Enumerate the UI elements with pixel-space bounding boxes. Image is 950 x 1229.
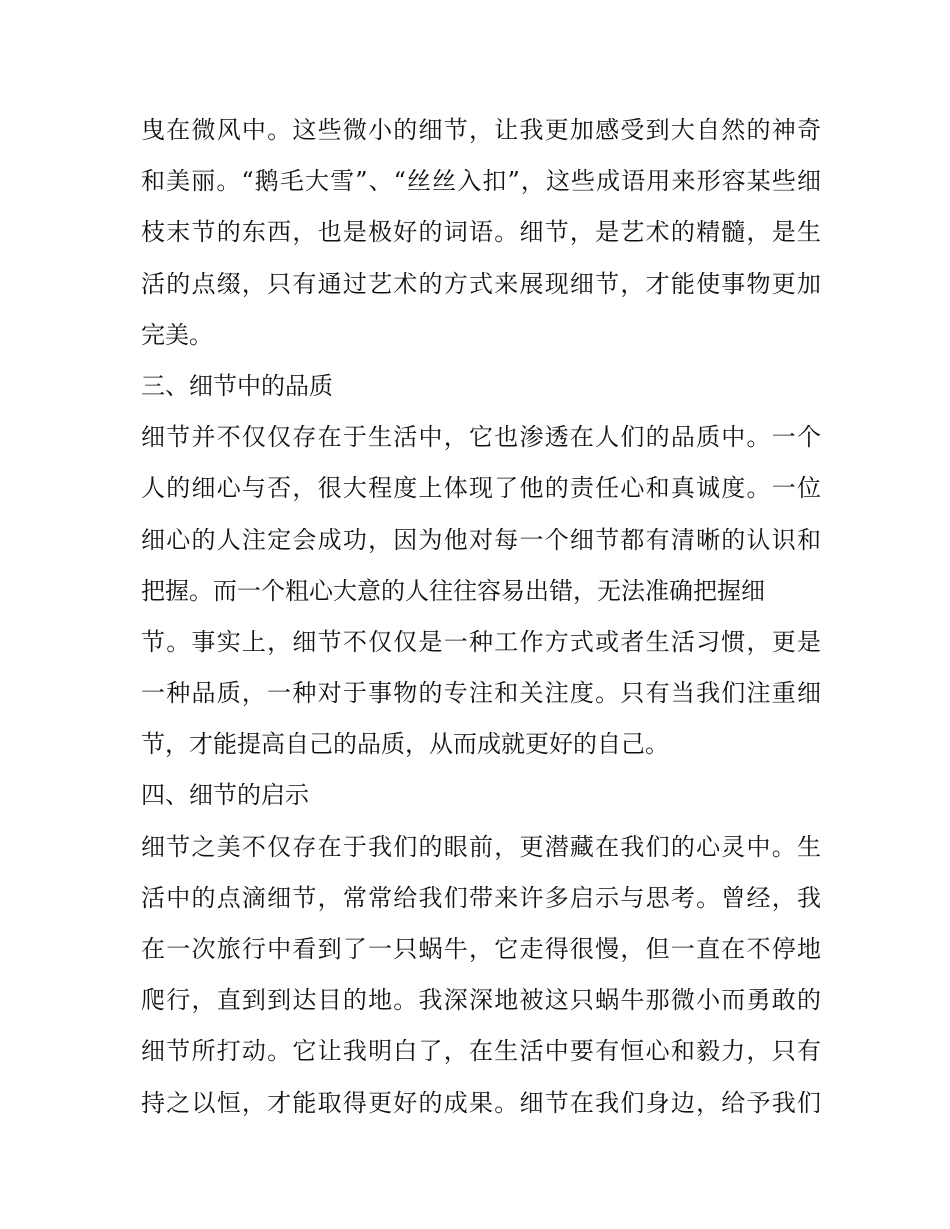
text-line: 节。事实上，细节不仅仅是一种工作方式或者生活习惯，更是 bbox=[141, 627, 821, 656]
section-heading: 四、细节的启示 bbox=[141, 781, 309, 810]
text-line: 把握。而一个粗心大意的人往往容易出错，无法准确把握细 bbox=[141, 576, 765, 605]
text-line: 细心的人注定会成功，因为他对每一个细节都有清晰的认识和 bbox=[141, 525, 821, 554]
text-line: 持之以恒，才能取得更好的成果。细节在我们身边，给予我们 bbox=[141, 1088, 821, 1117]
text-line: 人的细心与否，很大程度上体现了他的责任心和真诚度。一位 bbox=[141, 474, 821, 503]
section-heading: 三、细节中的品质 bbox=[141, 371, 333, 400]
text-line: 在一次旅行中看到了一只蜗牛，它走得很慢，但一直在不停地 bbox=[141, 935, 821, 963]
text-line: 一种品质，一种对于事物的专注和关注度。只有当我们注重细 bbox=[141, 679, 821, 708]
text-line: 爬行，直到到达目的地。我深深地被这只蜗牛那微小而勇敢的 bbox=[141, 986, 821, 1015]
text-line: 和美丽。“鹅毛大雪”、“丝丝入扣”，这些成语用来形容某些细 bbox=[141, 167, 821, 196]
text-line: 细节所打动。它让我明白了，在生活中要有恒心和毅力，只有 bbox=[141, 1037, 821, 1066]
text-line: 完美。 bbox=[141, 320, 213, 349]
text-line: 枝末节的东西，也是极好的词语。细节，是艺术的精髓，是生 bbox=[141, 218, 821, 247]
text-line: 节，才能提高自己的品质，从而成就更好的自己。 bbox=[141, 730, 669, 759]
text-line: 细节并不仅仅存在于生活中，它也渗透在人们的品质中。一个 bbox=[141, 423, 821, 452]
text-line: 活的点缀，只有通过艺术的方式来展现细节，才能使事物更加 bbox=[141, 269, 821, 298]
text-line: 曳在微风中。这些微小的细节，让我更加感受到大自然的神奇 bbox=[141, 116, 821, 144]
text-line: 活中的点滴细节，常常给我们带来许多启示与思考。曾经，我 bbox=[141, 883, 821, 912]
text-line: 细节之美不仅存在于我们的眼前，更潜藏在我们的心灵中。生 bbox=[141, 832, 821, 861]
body-text bbox=[141, 105, 821, 1129]
